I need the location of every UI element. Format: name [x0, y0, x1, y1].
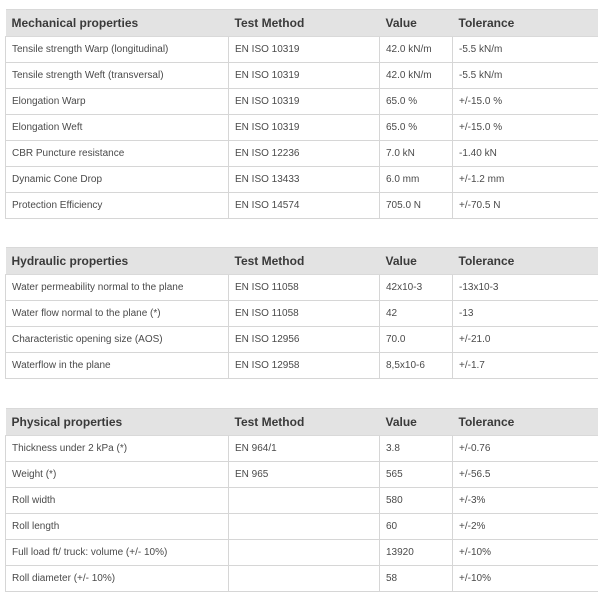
property-cell: Tensile strength Weft (transversal)	[6, 63, 229, 89]
table-row	[6, 566, 598, 592]
table-row	[6, 115, 598, 141]
test-method-cell: EN ISO 11058	[229, 301, 380, 327]
table-row	[6, 37, 598, 63]
tolerance-cell: +/-10%	[453, 540, 598, 566]
tolerance-cell: -5.5 kN/m	[453, 37, 598, 63]
value-cell: 580	[380, 488, 453, 514]
column-header-value: Value	[380, 10, 453, 37]
column-header-test-method: Test Method	[229, 10, 380, 37]
tolerance-cell: +/-15.0 %	[453, 89, 598, 115]
tolerance-cell: +/-56.5	[453, 462, 598, 488]
property-cell: Tensile strength Warp (longitudinal)	[6, 37, 229, 63]
table-row	[6, 327, 598, 353]
tolerance-cell: +/-21.0	[453, 327, 598, 353]
tolerance-cell: +/-1.2 mm	[453, 167, 598, 193]
property-cell: Roll width	[6, 488, 229, 514]
value-cell: 705.0 N	[380, 193, 453, 219]
tolerance-cell: +/-0.76	[453, 436, 598, 462]
table-row	[6, 167, 598, 193]
column-header-test-method: Test Method	[229, 409, 380, 436]
value-cell: 42.0 kN/m	[380, 63, 453, 89]
value-cell: 7.0 kN	[380, 141, 453, 167]
property-cell: Thickness under 2 kPa (*)	[6, 436, 229, 462]
tolerance-cell: +/-3%	[453, 488, 598, 514]
table-header-row	[6, 248, 598, 275]
tolerance-cell: +/-2%	[453, 514, 598, 540]
value-cell: 60	[380, 514, 453, 540]
table-row	[6, 89, 598, 115]
property-cell: Elongation Weft	[6, 115, 229, 141]
table-row	[6, 141, 598, 167]
tolerance-cell: -1.40 kN	[453, 141, 598, 167]
test-method-cell: EN 965	[229, 462, 380, 488]
property-cell: Roll length	[6, 514, 229, 540]
property-cell: Roll diameter (+/- 10%)	[6, 566, 229, 592]
tolerance-cell: +/-10%	[453, 566, 598, 592]
test-method-cell: EN ISO 12236	[229, 141, 380, 167]
table-header-row	[6, 409, 598, 436]
test-method-cell: EN ISO 12958	[229, 353, 380, 379]
tolerance-cell: +/-70.5 N	[453, 193, 598, 219]
column-header-tolerance: Tolerance	[453, 248, 598, 275]
test-method-cell: EN ISO 10319	[229, 63, 380, 89]
property-cell: Water permeability normal to the plane	[6, 275, 229, 301]
column-header-tolerance: Tolerance	[453, 409, 598, 436]
tolerance-cell: -13x10-3	[453, 275, 598, 301]
column-header-property: Mechanical properties	[6, 10, 229, 37]
test-method-cell: EN ISO 10319	[229, 37, 380, 63]
value-cell: 42	[380, 301, 453, 327]
column-header-value: Value	[380, 248, 453, 275]
tolerance-cell: -13	[453, 301, 598, 327]
property-cell: Weight (*)	[6, 462, 229, 488]
mechanical-properties-table	[5, 9, 598, 219]
value-cell: 65.0 %	[380, 89, 453, 115]
value-cell: 3.8	[380, 436, 453, 462]
property-cell: Waterflow in the plane	[6, 353, 229, 379]
column-header-property: Hydraulic properties	[6, 248, 229, 275]
value-cell: 42x10-3	[380, 275, 453, 301]
table-header-row	[6, 10, 598, 37]
column-header-value: Value	[380, 409, 453, 436]
value-cell: 58	[380, 566, 453, 592]
test-method-cell: EN ISO 10319	[229, 115, 380, 141]
property-cell: Dynamic Cone Drop	[6, 167, 229, 193]
table-row	[6, 540, 598, 566]
property-cell: Characteristic opening size (AOS)	[6, 327, 229, 353]
property-cell: Water flow normal to the plane (*)	[6, 301, 229, 327]
value-cell: 8,5x10-6	[380, 353, 453, 379]
test-method-cell: EN ISO 14574	[229, 193, 380, 219]
table-row	[6, 514, 598, 540]
test-method-cell: EN ISO 10319	[229, 89, 380, 115]
hydraulic-properties-table	[5, 247, 598, 379]
property-cell: CBR Puncture resistance	[6, 141, 229, 167]
property-cell: Full load ft/ truck: volume (+/- 10%)	[6, 540, 229, 566]
property-cell: Elongation Warp	[6, 89, 229, 115]
value-cell: 42.0 kN/m	[380, 37, 453, 63]
test-method-cell	[229, 566, 380, 592]
table-row	[6, 436, 598, 462]
table-row	[6, 63, 598, 89]
physical-properties-table	[5, 408, 598, 592]
table-row	[6, 462, 598, 488]
property-cell: Protection Efficiency	[6, 193, 229, 219]
test-method-cell: EN ISO 12956	[229, 327, 380, 353]
test-method-cell: EN ISO 13433	[229, 167, 380, 193]
column-header-property: Physical properties	[6, 409, 229, 436]
value-cell: 13920	[380, 540, 453, 566]
test-method-cell: EN ISO 11058	[229, 275, 380, 301]
test-method-cell	[229, 540, 380, 566]
value-cell: 70.0	[380, 327, 453, 353]
column-header-test-method: Test Method	[229, 248, 380, 275]
test-method-cell	[229, 488, 380, 514]
value-cell: 565	[380, 462, 453, 488]
value-cell: 65.0 %	[380, 115, 453, 141]
table-row	[6, 353, 598, 379]
value-cell: 6.0 mm	[380, 167, 453, 193]
table-row	[6, 301, 598, 327]
test-method-cell: EN 964/1	[229, 436, 380, 462]
tolerance-cell: +/-15.0 %	[453, 115, 598, 141]
column-header-tolerance: Tolerance	[453, 10, 598, 37]
table-row	[6, 193, 598, 219]
table-row	[6, 488, 598, 514]
test-method-cell	[229, 514, 380, 540]
tolerance-cell: +/-1.7	[453, 353, 598, 379]
table-row	[6, 275, 598, 301]
tolerance-cell: -5.5 kN/m	[453, 63, 598, 89]
